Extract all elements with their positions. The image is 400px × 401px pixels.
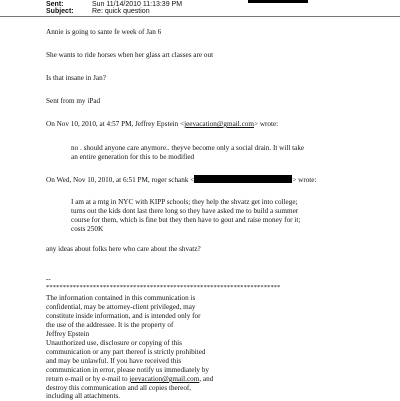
signature-dashes: --	[46, 275, 51, 283]
redaction-bar	[248, 0, 308, 3]
subject-row	[46, 7, 150, 16]
disclaimer-line: Unauthorized use, disclosure or copying of this	[46, 339, 182, 347]
body-line: Annie is going to sante fe week of Jan 6	[46, 28, 162, 36]
reply-header-text: > wrote:	[292, 176, 317, 184]
disclaimer-line-email	[46, 375, 213, 384]
disclaimer-line: communication in error, please notify us immediately by	[46, 366, 209, 374]
disclaimer-text: , and	[199, 375, 214, 383]
disclaimer-line: constitute inside information, and is intended only for	[46, 312, 201, 320]
redaction-box	[194, 175, 292, 183]
body-line: She wants to ride horses when her glass art classes are out	[46, 51, 214, 59]
reply-header-epstein	[46, 120, 278, 129]
subject-label: Subject:	[46, 8, 74, 15]
body-line: Is that insane in Jan?	[46, 74, 106, 82]
reply-header-text: On Wed, Nov 10, 2010, at 6:51 PM, roger schank <	[46, 176, 195, 184]
reply-header-text: On Nov 10, 2010, at 4:57 PM, Jeffrey Epstein <	[46, 120, 185, 128]
body-line: any ideas about folks here who care about the shvatz?	[46, 245, 201, 253]
quoted-line: an entire generation for this to be modified	[71, 153, 195, 161]
disclaimer-line: Jeffrey Epstein	[46, 330, 90, 338]
reply-header-schank	[46, 175, 317, 185]
email-link[interactable]: jeevacation@gmail.com	[184, 120, 254, 128]
disclaimer-line: destroy this communication and all copies thereof,	[46, 384, 192, 392]
body-line: Sent from my iPad	[46, 97, 101, 105]
subject-value: Re: quick question	[92, 8, 150, 15]
separator-stars: **********************************************************************	[46, 284, 281, 291]
disclaimer-line: communication or any part thereof is strictly prohibited	[46, 348, 206, 356]
quoted-line: no . should anyone care anymore.. theyve become only a social drain. It will take	[71, 144, 305, 152]
sent-value: Sun 11/14/2010 11:13:39 PM	[92, 1, 183, 8]
disclaimer-line: The information contained in this communication is	[46, 294, 196, 302]
email-link[interactable]: jeevacation@gmail.com	[129, 375, 200, 383]
quoted-line: I am at a mtg in NYC with KIPP schools; they help the shvatz get into college;	[71, 198, 298, 206]
disclaimer-line: the use of the addressee. It is the property of	[46, 321, 174, 329]
disclaimer-line: including all attachments.	[46, 392, 121, 400]
header-divider	[0, 16, 400, 17]
quoted-line: costs 250K	[71, 225, 104, 233]
disclaimer-line: confidential, may be attorney-client privileged, may	[46, 303, 196, 311]
disclaimer-line: and may be unlawful. If you have received this	[46, 357, 182, 365]
sent-label: Sent:	[46, 1, 64, 8]
reply-header-text: > wrote:	[253, 120, 279, 128]
quoted-line: turns out the kids dont last there long so they have asked me to build a summer	[71, 207, 299, 215]
disclaimer-text: return e-mail or by e-mail to	[46, 375, 130, 383]
quoted-line: course for them, which is fine but they then have to gout and raise money for it;	[71, 216, 301, 224]
